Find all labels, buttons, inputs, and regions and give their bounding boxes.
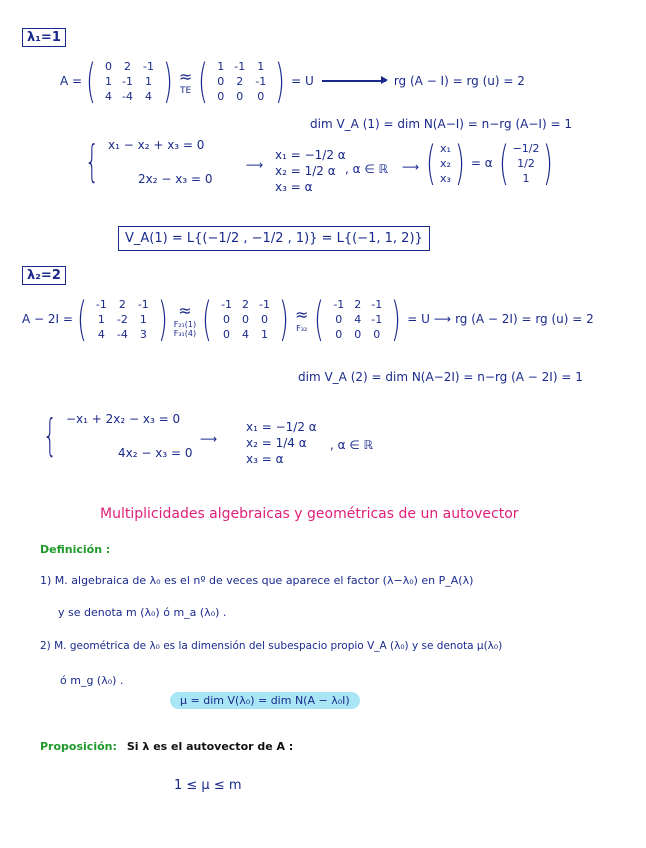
matrix-A-cell: -1 xyxy=(143,59,154,73)
matrix-M3: ( -1 2 -1 0 4 -1 0 0 0 ) xyxy=(314,292,402,346)
matrix-M2-cell: 0 xyxy=(223,312,231,326)
dimension-text-2: dim V_A (2) = dim N(A−2I) = n−rg (A − 2I) = 1 xyxy=(298,370,583,384)
matrix-M3-cell: 0 xyxy=(335,327,343,341)
matrix-U: ( 1 -1 1 0 2 -1 0 0 0 ) xyxy=(198,54,286,108)
matrix-M1-cell: -2 xyxy=(116,312,128,326)
proposition-text: Si λ es el autovector de A : xyxy=(126,740,294,753)
op-F32: F₃₂ xyxy=(296,324,308,333)
matrix-A-cell: 2 xyxy=(124,59,132,73)
system2-eq2: 4x₂ − x₃ = 0 xyxy=(118,446,193,460)
proposition-label: Proposición: xyxy=(40,740,117,753)
proposition xyxy=(40,740,293,753)
matrix-M3-cell: 4 xyxy=(354,312,362,326)
arrow-icon: ⟶ xyxy=(433,312,452,326)
solution2-x2: x₂ = 1/4 α xyxy=(246,436,307,450)
rank-text-1: rg (A − I) = rg (u) = 2 xyxy=(393,74,525,88)
A-equals: A = xyxy=(60,74,83,88)
matrix-U-cell: -1 xyxy=(234,59,246,73)
matrix-M2-cell: 2 xyxy=(242,297,250,311)
matrix-equation-2 xyxy=(22,292,594,346)
arrow-icon: ⟶ xyxy=(402,160,420,174)
matrix-A-cell: 0 xyxy=(105,59,113,73)
row-ops-1: ≈ F₂₁(1) F₃₁(4) xyxy=(173,300,197,338)
brace-icon: { xyxy=(85,136,99,187)
matrix-M2-cell: 4 xyxy=(242,327,250,341)
definition-item-2-line1: 2) M. geométrica de λ₀ es la dimensión del subespacio propio V_A (λ₀) y se denota μ(λ₀) xyxy=(40,640,503,652)
matrix-M1-cell: 1 xyxy=(139,312,147,326)
matrix-M2-cell: -1 xyxy=(259,297,270,311)
equals-U: = U xyxy=(291,74,314,88)
solution2-x1: x₁ = −1/2 α xyxy=(246,420,317,434)
definition-item-2-line2: ó m_g (λ₀) . xyxy=(60,674,124,687)
brace-icon: { xyxy=(43,410,57,461)
matrix-M2-cell: 0 xyxy=(223,327,231,341)
definition-label: Definición : xyxy=(40,543,111,556)
matrix-M3-cell: -1 xyxy=(371,312,383,326)
matrix-M1-cell: 3 xyxy=(139,327,147,341)
matrix-U-cell: 2 xyxy=(236,74,244,88)
matrix-A-cell: -4 xyxy=(122,89,133,103)
equals-U-2: = U xyxy=(407,312,430,326)
matrix-M1-cell: 1 xyxy=(97,312,105,326)
matrix-A-cell: 4 xyxy=(105,89,113,103)
dimension-text-1: dim V_A (1) = dim N(A−I) = n−rg (A−I) = 1 xyxy=(310,117,572,131)
arrow-icon xyxy=(322,80,386,82)
multiplicity-inequality: 1 ≤ μ ≤ m xyxy=(174,778,242,793)
solution1-x3: x₃ = α xyxy=(275,180,313,194)
lambda1-label: λ₁=1 xyxy=(22,28,66,47)
matrix-M1-cell: -1 xyxy=(95,297,107,311)
op-F21: F₂₁(1) xyxy=(173,319,197,329)
arrow-icon: ⟶ xyxy=(200,432,218,446)
equals-alpha: = α xyxy=(470,156,493,170)
vec-x2: x₂ xyxy=(439,156,451,170)
solution-2 xyxy=(246,420,317,466)
row-ops-2: ≈ F₃₂ xyxy=(294,305,309,333)
matrix-M1-cell: 4 xyxy=(97,327,105,341)
solution1-x1: x₁ = −1/2 α xyxy=(275,148,346,162)
matrix-U-cell: 0 xyxy=(257,89,265,103)
vec-x3: x₃ xyxy=(439,171,451,185)
solution-1 xyxy=(275,148,346,194)
eigenspace-result-1: V_A(1) = L{(−1/2 , −1/2 , 1)} = L{(−1, 1, 2)} xyxy=(118,226,430,251)
vector-solution-1: ( x₁ x₂ x₃ ) = α ( −1/2 1/2 1 ) xyxy=(426,136,554,190)
matrix-M1-cell: -1 xyxy=(137,297,149,311)
matrix-A-cell: 4 xyxy=(144,89,152,103)
op-F31: F₃₁(4) xyxy=(173,328,197,338)
alpha-domain-1: , α ∈ ℝ xyxy=(345,162,389,176)
matrix-M1-cell: 2 xyxy=(118,297,126,311)
matrix-M2-cell: -1 xyxy=(221,297,233,311)
matrix-U-cell: -1 xyxy=(255,74,267,88)
vec-c3: 1 xyxy=(522,171,530,185)
system2-eq1: −x₁ + 2x₂ − x₃ = 0 xyxy=(66,412,181,426)
matrix-U-cell: 0 xyxy=(236,89,244,103)
matrix-A: ( 0 2 -1 1 -1 1 4 -4 4 ) xyxy=(86,54,173,108)
row-equivalent-sign: ≈ TE xyxy=(178,66,193,96)
system-1 xyxy=(78,138,212,186)
matrix-A-cell: 1 xyxy=(105,74,113,88)
matrix-U-cell: 1 xyxy=(257,59,265,73)
alpha-domain-2: , α ∈ ℝ xyxy=(330,438,374,452)
system1-eq2: 2x₂ − x₃ = 0 xyxy=(138,172,213,186)
matrix-M3-cell: 0 xyxy=(354,327,362,341)
lambda2-label: λ₂=2 xyxy=(22,266,66,285)
solution2-x3: x₃ = α xyxy=(246,452,284,466)
arrow-icon: ⟶ xyxy=(246,158,264,172)
matrix-M1: ( -1 2 -1 1 -2 1 4 -4 3 ) xyxy=(76,292,168,346)
matrix-M1-cell: -4 xyxy=(116,327,128,341)
matrix-M2-cell: 0 xyxy=(242,312,250,326)
matrix-A-cell: 1 xyxy=(144,74,152,88)
matrix-U-cell: 1 xyxy=(217,59,225,73)
system-2 xyxy=(36,412,192,460)
matrix-M2-cell: 1 xyxy=(261,327,269,341)
matrix-M3-cell: 0 xyxy=(335,312,343,326)
definition-item-1-line1: 1) M. algebraica de λ₀ es el nº de veces que aparece el factor (λ−λ₀) en P_A(λ) xyxy=(40,574,474,587)
matrix-equation-1 xyxy=(60,54,525,108)
rank-text-2: rg (A − 2I) = rg (u) = 2 xyxy=(455,312,594,326)
system1-eq1: x₁ − x₂ + x₃ = 0 xyxy=(108,138,205,152)
vec-c2: 1/2 xyxy=(517,156,535,170)
A-minus-2I: A − 2I = xyxy=(22,312,73,326)
matrix-M2: ( -1 2 -1 0 0 0 0 4 1 ) xyxy=(202,292,289,346)
definition-item-1-line2: y se denota m (λ₀) ó m_a (λ₀) . xyxy=(58,606,227,619)
vec-x1: x₁ xyxy=(439,141,451,155)
section-title: Multiplicidades algebraicas y geométricas de un autovector xyxy=(100,506,519,522)
matrix-M3-cell: 2 xyxy=(354,297,362,311)
matrix-M3-cell: -1 xyxy=(333,297,345,311)
solution1-x2: x₂ = 1/2 α xyxy=(275,164,336,178)
matrix-U-cell: 0 xyxy=(217,74,225,88)
matrix-M3-cell: 0 xyxy=(373,327,381,341)
matrix-M2-cell: 0 xyxy=(261,312,269,326)
vec-c1: −1/2 xyxy=(512,141,540,155)
matrix-A-cell: -1 xyxy=(122,74,133,88)
matrix-U-cell: 0 xyxy=(217,89,225,103)
matrix-M3-cell: -1 xyxy=(371,297,383,311)
geometric-multiplicity-formula: μ = dim V(λ₀) = dim N(A − λ₀I) xyxy=(170,692,360,709)
